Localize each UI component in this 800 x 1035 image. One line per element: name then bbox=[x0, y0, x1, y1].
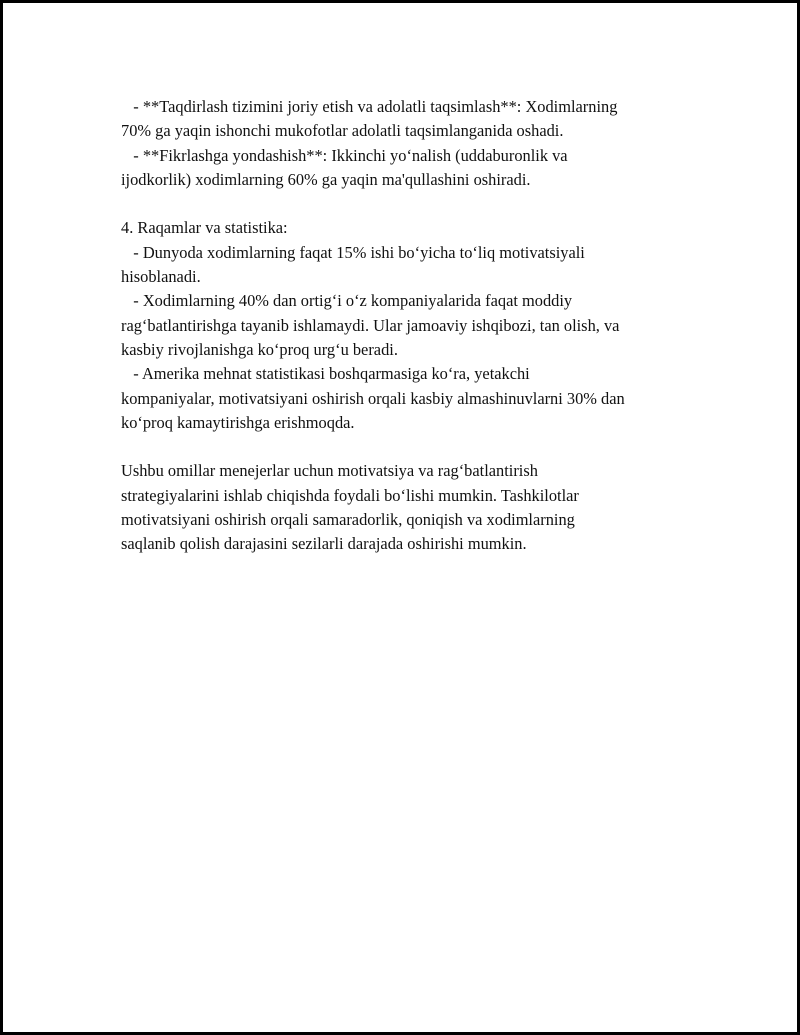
paragraph-conclusion bbox=[121, 459, 701, 556]
text-line: ijodkorlik) xodimlarning 60% ga yaqin ma'qullashini oshiradi. bbox=[121, 169, 531, 189]
text-line: 70% ga yaqin ishonchi mukofotlar adolatli taqsimlanganida oshadi. bbox=[121, 121, 564, 141]
paragraph-spacer bbox=[121, 435, 701, 459]
text-line: - **Taqdirlash tizimini joriy etish va adolatli taqsimlash**: Xodimlarning bbox=[121, 97, 618, 116]
text-line: - Amerika mehnat statistikasi boshqarmasiga ko‘ra, yetakchi bbox=[121, 364, 530, 384]
paragraph-spacer bbox=[121, 192, 701, 216]
text-line: motivatsiyani oshirish orqali samaradorlik, qoniqish va xodimlarning bbox=[121, 510, 575, 530]
section-heading-statistics: 4. Raqamlar va statistika: bbox=[121, 218, 288, 238]
text-line: rag‘batlantirishga tayanib ishlamaydi. Ular jamoaviy ishqibozi, tan olish, va bbox=[121, 315, 620, 335]
text-line: ko‘proq kamaytirishga erishmoqda. bbox=[121, 412, 355, 432]
text-line: saqlanib qolish darajasini sezilarli darajada oshirishi mumkin. bbox=[121, 534, 527, 554]
text-line: hisoblanadi. bbox=[121, 267, 201, 287]
paragraph-statistics bbox=[121, 216, 701, 435]
text-line: - **Fikrlashga yondashish**: Ikkinchi yo‘nalish (uddaburonlik va bbox=[121, 145, 568, 165]
text-line: Ushbu omillar menejerlar uchun motivatsiya va rag‘batlantirish bbox=[121, 461, 538, 481]
paragraph-rewards-and-thinking bbox=[121, 95, 701, 192]
text-line: kompaniyalar, motivatsiyani oshirish orqali kasbiy almashinuvlarni 30% dan bbox=[121, 388, 625, 408]
text-line: - Xodimlarning 40% dan ortig‘i o‘z kompaniyalarida faqat moddiy bbox=[121, 291, 573, 311]
document-body bbox=[121, 95, 701, 557]
text-line: - Dunyoda xodimlarning faqat 15% ishi bo‘yicha to‘liq motivatsiyali bbox=[121, 242, 585, 262]
text-line: kasbiy rivojlanishga ko‘proq urg‘u beradi. bbox=[121, 339, 398, 359]
text-line: strategiyalarini ishlab chiqishda foydali bo‘lishi mumkin. Tashkilotlar bbox=[121, 485, 579, 505]
